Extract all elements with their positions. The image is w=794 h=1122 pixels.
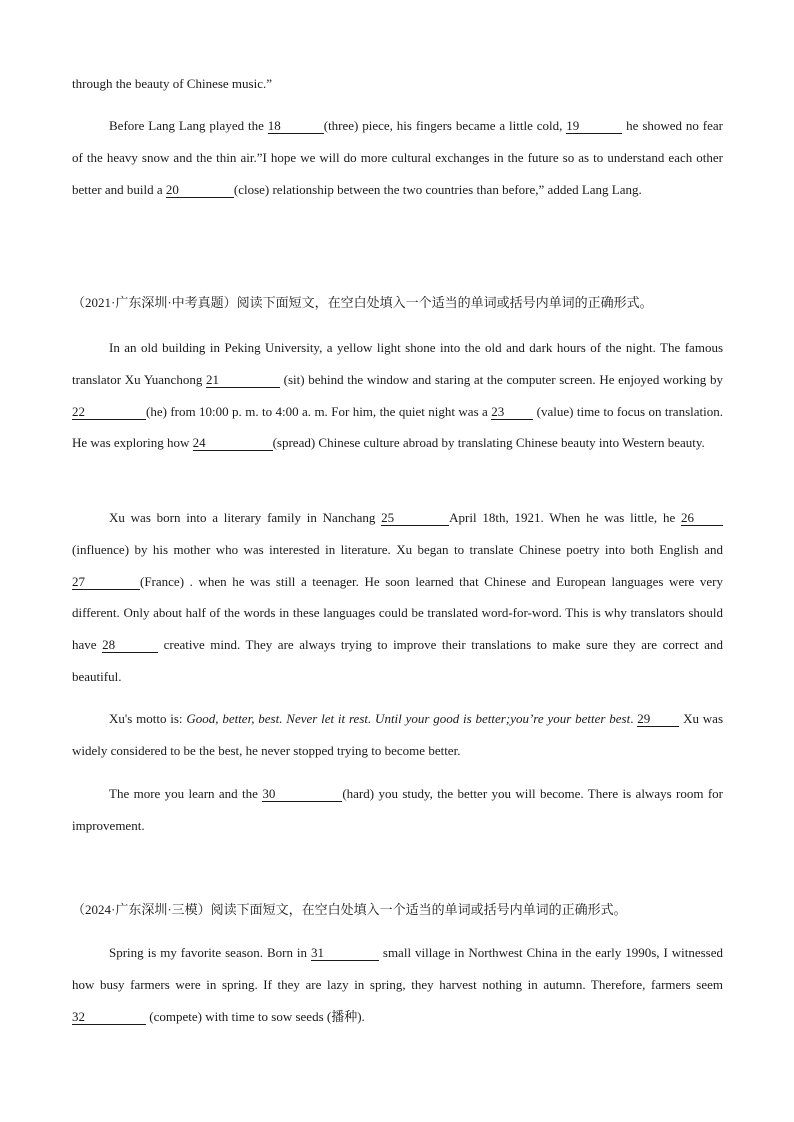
blank-26[interactable]: 26	[681, 511, 723, 526]
text-run: Xu was born into a literary family in Nanchang	[109, 510, 382, 525]
paragraph-xu-yuanchong-2	[72, 502, 723, 693]
text-run: (he) from 10:00 p. m. to 4:00 a. m. For him, the quiet night was a	[146, 403, 492, 419]
blank-28[interactable]: 28	[102, 638, 158, 653]
text-run: Spring is my favorite season. Born in	[109, 945, 311, 960]
text-run: Before Lang Lang played the	[109, 118, 268, 133]
text-run: (close) relationship between the two countries than before,” added Lang Lang.	[233, 181, 642, 197]
blank-27[interactable]: 27	[72, 575, 140, 590]
text-run: Xu was widely considered to be the best, he never stopped trying to become better.	[72, 711, 724, 758]
paragraph-learn-harder	[72, 778, 723, 842]
blank-30[interactable]: 30	[262, 787, 342, 802]
paragraph-text: through the beauty of Chinese music.”	[72, 76, 273, 91]
text-run: .	[630, 711, 638, 726]
paragraph-spring	[72, 937, 723, 1032]
text-run: (spread) Chinese culture abroad by translating Chinese beauty into Western beauty.	[272, 435, 705, 451]
blank-23[interactable]: 23	[491, 405, 533, 420]
text-run: April 18th, 1921. When he was little, he	[449, 510, 681, 525]
blank-18[interactable]: 18	[268, 119, 324, 134]
text-run: (hard) you study, the better you will become. There is always room for improvement.	[72, 786, 723, 833]
blank-24[interactable]: 24	[193, 436, 273, 451]
blank-32[interactable]: 32	[72, 1010, 146, 1025]
text-run: he showed no fear of the heavy snow and the thin air.”I hope we will do more cultural exchanges in the future so as to understand each other better and build a	[72, 118, 724, 197]
section-heading-2021: （2021·广东深圳·中考真题）阅读下面短文，在空白处填入一个适当的单词或括号内单词的正确形式。	[72, 295, 653, 310]
text-run: (three) piece, his fingers became a little cold,	[323, 118, 567, 133]
text-run: creative mind. They are always trying to improve their translations to make sure they are correct and beautiful.	[72, 637, 723, 684]
section-heading-2024: （2024·广东深圳·三模）阅读下面短文，在空白处填入一个适当的单词或括号内单词的正确形式。	[72, 902, 627, 917]
blank-22[interactable]: 22	[72, 405, 146, 420]
text-run: small village in Northwest China in the early 1990s, I witnessed how busy farmers were in spring. If they are lazy in spring, they harvest nothing in autumn. Therefore, farmers seem	[72, 945, 723, 992]
blank-25[interactable]: 25	[381, 511, 449, 526]
blank-29[interactable]: 29	[637, 712, 679, 727]
blank-21[interactable]: 21	[206, 373, 280, 388]
motto-quote: Good, better, best. Never let it rest. Until your good is better;you’re your better best	[186, 711, 631, 726]
text-run: The more you learn and the	[109, 786, 263, 801]
blank-31[interactable]: 31	[311, 946, 379, 961]
text-run: In an old building in Peking University, a yellow light shone into the old and dark hours of the night. The famous translator Xu Yuanchong	[72, 340, 723, 387]
text-run: (influence) by his mother who was interested in literature. Xu began to translate Chinese poetry into both English and	[72, 541, 723, 557]
text-run: (sit) behind the window and staring at the computer screen. He enjoyed working by	[279, 371, 723, 387]
text-run: (value) time to focus on translation. He was exploring how	[72, 403, 723, 451]
paragraph-lang-lang	[72, 110, 723, 205]
blank-20[interactable]: 20	[166, 183, 234, 198]
blank-19[interactable]: 19	[566, 119, 622, 134]
paragraph-motto	[72, 703, 723, 767]
paragraph-continuation	[72, 68, 723, 100]
paragraph-xu-yuanchong-1	[72, 332, 723, 459]
text-run: (compete) with time to sow seeds (播种).	[146, 1008, 365, 1024]
text-run: Xu's motto is:	[109, 711, 187, 726]
text-run: (France) . when he was still a teenager. He soon learned that Chinese and European languages were very different. Only about half of the words in these languages could be translated word-for-word. This is why translators should have	[72, 573, 723, 653]
